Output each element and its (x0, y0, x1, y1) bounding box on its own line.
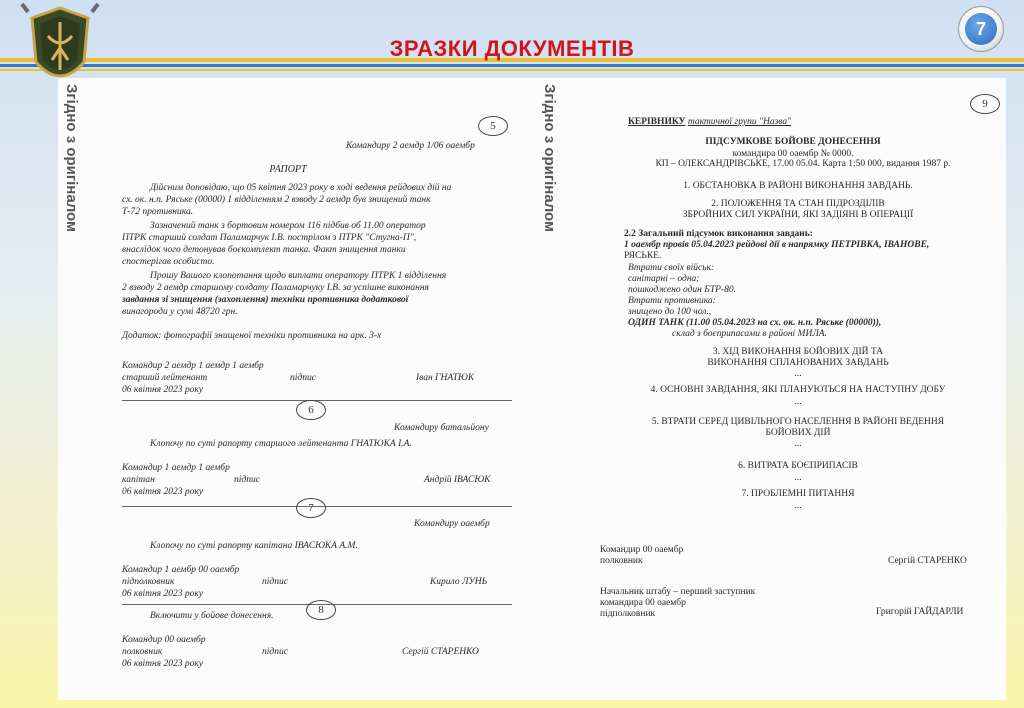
report-paragraph-line: спостерігав особисто. (122, 257, 215, 267)
signature-rank: підполковник (122, 577, 175, 587)
report-attachment: Додаток: фотографії знищеної техніки противника на арк. 3-х (122, 331, 382, 341)
report-document (58, 78, 528, 698)
signature-position: Начальник штабу – перший заступник (600, 587, 756, 597)
report-line: Втрати противника: (628, 296, 716, 306)
signature-rank: старший лейтенант (122, 373, 208, 383)
signature-mark: підпис (290, 373, 316, 383)
header-yellow-line-2 (0, 69, 1024, 71)
report-line: ОДИН ТАНК (11.00 05.04.2023 на сх. ок. н.п. Ряське (00000)), (628, 318, 882, 328)
ellipsis: ... (794, 501, 802, 511)
subsection-heading: 2.2 Загальний підсумок виконання завдань: (624, 229, 813, 239)
circle-marker-8: 8 (306, 600, 336, 620)
document-scan (58, 78, 1006, 700)
signature-mark: підпис (262, 647, 288, 657)
ellipsis: ... (794, 439, 802, 449)
resolution-text: Клопочу по суті рапорту старшого лейтенанта ГНАТЮКА І.А. (150, 439, 412, 449)
section-heading: 5. ВТРАТИ СЕРЕД ЦИВІЛЬНОГО НАСЕЛЕННЯ В РАЙОНІ ВЕДЕННЯ (651, 417, 945, 427)
report-addressee: Командиру 2 аемдр 1/06 оаембр (346, 141, 475, 151)
signature-name: Сергій СТАРЕНКО (402, 647, 479, 657)
addressee-prefix: КЕРІВНИКУ (628, 117, 686, 127)
report-paragraph-line: Дійсним доповідаю, що 05 квітня 2023 року в ході ведення рейдових дій на (150, 183, 452, 193)
section-heading: 6. ВИТРАТА БОЄПРИПАСІВ (738, 461, 858, 471)
signature-rank: полковник (122, 647, 163, 657)
section-heading: ЗБРОЙНИХ СИЛ УКРАЇНИ, ЯКІ ЗАДІЯНІ В ОПЕРАЦІЇ (682, 210, 914, 220)
section-heading: 2. ПОЛОЖЕННЯ ТА СТАН ПІДРОЗДІЛІВ (711, 199, 885, 209)
circle-marker-5: 5 (478, 116, 508, 136)
signature-mark: підпис (234, 475, 260, 485)
report-paragraph-line: ПТРК старший солдат Паламарчук І.В. пострілом з ПТРК "Стугна-П", (122, 233, 417, 243)
section-heading: 3. ХІД ВИКОНАННЯ БОЙОВИХ ДІЙ ТА (712, 347, 884, 357)
combat-report-heading: ПІДСУМКОВЕ БОЙОВЕ ДОНЕСЕННЯ (705, 137, 881, 147)
signature-rank: підполковник (600, 609, 656, 619)
stamp-vertical-middle: Згідно з оригіналом (541, 84, 558, 233)
report-line: 1 оаембр провів 05.04.2023 рейдові дії в напрямку ПЕТРІВКА, ІВАНОВЕ, (624, 240, 930, 250)
addressee-rest: тактичної групи "Назва" (687, 117, 792, 127)
resolution-addressee: Командиру батальйону (394, 423, 489, 433)
resolution-addressee: Командиру оаембр (414, 519, 490, 529)
signature-date: 06 квітня 2023 року (122, 487, 203, 497)
signature-date: 06 квітня 2023 року (122, 589, 203, 599)
section-heading: 1. ОБСТАНОВКА В РАЙОНІ ВИКОНАННЯ ЗАВДАНЬ. (683, 181, 913, 191)
signature-position: Командир 1 аембр 00 оаембр (122, 565, 240, 575)
report-paragraph-line: Зазначений танк з бортовим номером 116 підбив об 11.00 оператор (150, 221, 426, 231)
report-heading: РАПОРТ (269, 164, 307, 175)
combat-report-document (588, 78, 1006, 698)
section-heading: 4. ОСНОВНІ ЗАВДАННЯ, ЯКІ ПЛАНУЮТЬСЯ НА НАСТУПНУ ДОБУ (650, 385, 946, 395)
section-heading: 7. ПРОБЛЕМНІ ПИТАННЯ (741, 489, 855, 499)
report-paragraph-line: 2 взводу 2 аемдр старшому солдату Паламарчуку І.В. за успішне виконання (122, 283, 429, 293)
report-paragraph-line: завдання зі знищення (захоплення) техніки противника додаткової (122, 295, 409, 305)
report-paragraph-line: Прошу Вашого клопотання щодо виплати оператору ПТРК 1 відділення (150, 271, 447, 281)
combat-report-subheading: КП – ОЛЕКСАНДРІВСЬКЕ, 17.00 05.04. Карта 1:50 000, видання 1987 р. (655, 159, 951, 169)
header-blue-line (0, 64, 1024, 67)
combat-report-subheading: командира 00 оаембр № 0000. (732, 149, 854, 159)
resolution-text: Включити у бойове донесення. (150, 611, 274, 621)
circle-marker-9: 9 (970, 94, 1000, 114)
signature-name: Кирило ЛУНЬ (430, 577, 488, 587)
page-number-badge (958, 6, 1004, 52)
signature-date: 06 квітня 2023 року (122, 659, 203, 669)
ellipsis: ... (794, 397, 802, 407)
report-line: РЯСЬКЕ. (624, 251, 662, 261)
signature-position: Командир 2 аемдр 1 аемдр 1 аембр (122, 361, 264, 371)
circle-marker-6: 6 (296, 400, 326, 420)
report-line: склад з боєприпасами в районі МИЛА. (672, 329, 827, 339)
signature-name: Іван ГНАТЮК (416, 373, 475, 383)
signature-rank: полковник (600, 556, 643, 566)
report-line: знищено до 100 чол., (628, 307, 712, 317)
signature-position: командира 00 оаембр (600, 598, 686, 608)
resolution-text: Клопочу по суті рапорту капітана ІВАСЮКА А.М. (150, 541, 358, 551)
signature-name: Сергій СТАРЕНКО (888, 556, 967, 566)
signature-position: Командир 1 аемдр 1 аембр (122, 463, 230, 473)
signature-position: Командир 00 оаембр (122, 635, 206, 645)
signature-position: Командир 00 оаембр (600, 545, 684, 555)
section-heading: ВИКОНАННЯ СПЛАНОВАНИХ ЗАВДАНЬ (707, 358, 889, 368)
signature-mark: підпис (262, 577, 288, 587)
report-paragraph-line: сх. ок. н.п. Ряське (00000) 1 відділенням 2 взводу 2 аемдр був знищений танк (122, 195, 431, 205)
stamp-vertical-left: Згідно з оригіналом (63, 84, 80, 233)
ellipsis: ... (794, 369, 802, 379)
slide-title: ЗРАЗКИ ДОКУМЕНТІВ (389, 36, 635, 61)
signature-name: Григорій ГАЙДАРЛИ (876, 607, 964, 617)
report-paragraph-line: внаслідок чого детонував боєкомплект танка. Факт знищення танки (122, 245, 406, 255)
circle-marker-7: 7 (296, 498, 326, 518)
ellipsis: ... (794, 473, 802, 483)
report-line: санітарні – одна; (628, 274, 700, 284)
section-heading: БОЙОВИХ ДІЙ (765, 428, 831, 438)
report-line: пошкоджено один БТР-80. (628, 285, 736, 295)
report-paragraph-line: Т-72 противника. (122, 207, 194, 217)
signature-rank: капітан (122, 475, 155, 485)
signature-date: 06 квітня 2023 року (122, 385, 203, 395)
report-paragraph-line: винагороди у сумі 48720 грн. (122, 307, 238, 317)
page-number: 7 (965, 13, 997, 45)
signature-name: Андрій ІВАСЮК (424, 475, 491, 485)
report-line: Втрати своїх військ: (628, 263, 715, 273)
